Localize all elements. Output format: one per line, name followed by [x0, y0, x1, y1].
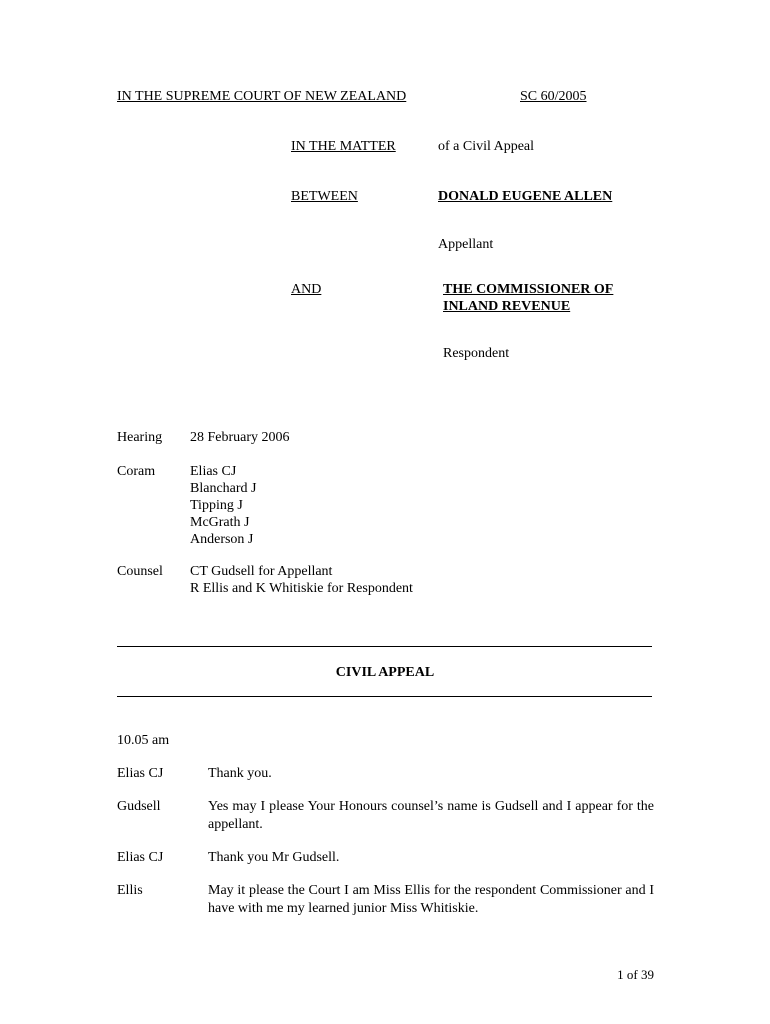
coram-label: Coram	[117, 464, 156, 479]
transcript-time: 10.05 am	[117, 733, 170, 748]
speech-text: Thank you.	[208, 766, 272, 781]
coram-judge: Blanchard J	[190, 481, 257, 496]
appellant-name: DONALD EUGENE ALLEN	[438, 189, 613, 204]
speaker-label: Elias CJ	[117, 766, 164, 781]
matter-value: of a Civil Appeal	[438, 139, 535, 154]
speech-text: Thank you Mr Gudsell.	[208, 850, 340, 865]
and-label: AND	[291, 282, 322, 297]
speaker-label: Ellis	[117, 883, 143, 898]
document-title: CIVIL APPEAL	[335, 665, 435, 680]
coram-judge: McGrath J	[190, 515, 250, 530]
counsel-label: Counsel	[117, 564, 163, 579]
hearing-date: 28 February 2006	[190, 430, 290, 445]
case-number: SC 60/2005	[520, 89, 587, 104]
speaker-label: Elias CJ	[117, 850, 164, 865]
counsel-entry: R Ellis and K Whitiskie for Respondent	[190, 581, 413, 596]
matter-label: IN THE MATTER	[291, 139, 396, 154]
coram-judge: Elias CJ	[190, 464, 237, 479]
speaker-label: Gudsell	[117, 799, 161, 814]
divider-top	[117, 646, 652, 647]
speech-text: Yes may I please Your Honours counsel’s name is Gudsell and I appear for the appellant.	[208, 799, 654, 832]
respondent-role: Respondent	[443, 346, 510, 361]
appellant-role: Appellant	[438, 237, 494, 252]
respondent-name-line1: THE COMMISSIONER OF	[443, 282, 614, 297]
coram-judge: Anderson J	[190, 532, 254, 547]
coram-judge: Tipping J	[190, 498, 243, 513]
speech-text: May it please the Court I am Miss Ellis for the respondent Commissioner and I have with me my learned junior Miss Whitiskie.	[208, 883, 654, 916]
respondent-name-line2: INLAND REVENUE	[443, 299, 571, 314]
court-name: IN THE SUPREME COURT OF NEW ZEALAND	[117, 89, 407, 104]
hearing-label: Hearing	[117, 430, 163, 445]
between-label: BETWEEN	[291, 189, 358, 204]
counsel-entry: CT Gudsell for Appellant	[190, 564, 333, 579]
page-indicator: 1 of 39	[617, 967, 654, 982]
divider-bottom	[117, 696, 652, 697]
counsel-list	[190, 563, 413, 597]
coram-list	[190, 463, 256, 548]
